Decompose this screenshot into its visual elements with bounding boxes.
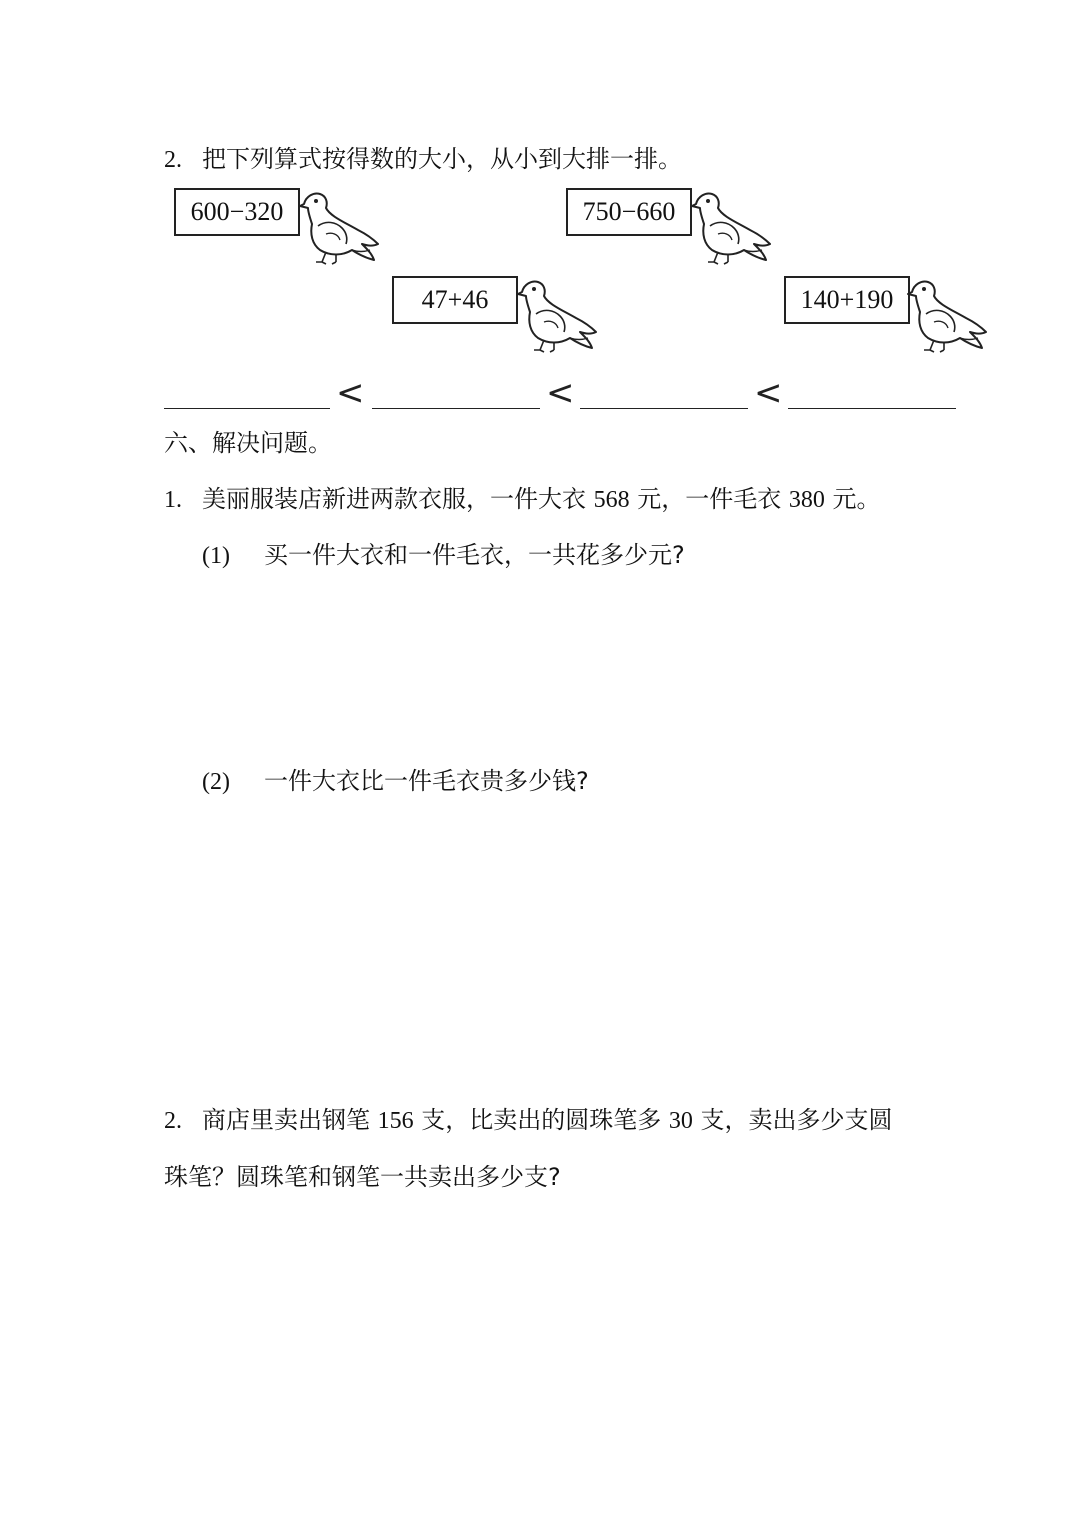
problem-2-line-2: 珠笔？圆珠笔和钢笔一共卖出多少支? — [164, 1163, 561, 1191]
less-than-sign: < — [336, 373, 365, 413]
q2-number: 2. — [164, 147, 182, 173]
problem-2-text: 支，卖出多少支圆 — [692, 1106, 893, 1134]
problem-1-text: 元，一件毛衣 — [629, 485, 789, 513]
problem-2-text: 商店里卖出钢笔 — [202, 1106, 378, 1134]
pen-count: 156 — [377, 1108, 414, 1134]
expression-box-4: 140+190 — [784, 276, 910, 324]
q2-heading — [164, 143, 682, 176]
problem-1 — [164, 483, 881, 516]
answer-area-1[interactable] — [164, 590, 964, 750]
q2-prompt: 把下列算式按得数的大小，从小到大排一排。 — [202, 145, 682, 173]
problem-1-sub-2 — [202, 765, 589, 798]
sub-1-text: 买一件大衣和一件毛衣，一共花多少元? — [264, 541, 685, 569]
problem-1-text: 美丽服装店新进两款衣服，一件大衣 — [202, 485, 594, 513]
answer-blank-2[interactable] — [372, 408, 540, 409]
answer-blank-3[interactable] — [580, 408, 748, 409]
problem-2 — [164, 1104, 893, 1137]
less-than-sign: < — [754, 373, 783, 413]
answer-area-2[interactable] — [164, 815, 964, 1085]
section-title: 六、解决问题。 — [164, 429, 332, 457]
problem-1-number: 1. — [164, 487, 182, 513]
expression-box-2: 750−660 — [566, 188, 692, 236]
sweater-price: 380 — [788, 487, 825, 513]
bird-icon — [688, 190, 776, 268]
bird-icon — [904, 278, 992, 356]
less-than-sign: < — [546, 373, 575, 413]
problem-1-text: 元。 — [824, 485, 881, 513]
sub-2-number: (2) — [202, 769, 230, 795]
answer-area-3[interactable] — [164, 1210, 964, 1470]
problem-2-text: 支，比卖出的圆珠笔多 — [413, 1106, 669, 1134]
problem-2-number: 2. — [164, 1108, 182, 1134]
problem-1-sub-1 — [202, 539, 685, 572]
difference-count: 30 — [668, 1108, 693, 1134]
sub-1-number: (1) — [202, 543, 230, 569]
coat-price: 568 — [593, 487, 630, 513]
bird-icon — [514, 278, 602, 356]
sub-2-text: 一件大衣比一件毛衣贵多少钱? — [264, 767, 589, 795]
answer-blank-4[interactable] — [788, 408, 956, 409]
bird-icon — [296, 190, 384, 268]
answer-blank-1[interactable] — [164, 408, 330, 409]
expression-box-3: 47+46 — [392, 276, 518, 324]
expression-box-1: 600−320 — [174, 188, 300, 236]
